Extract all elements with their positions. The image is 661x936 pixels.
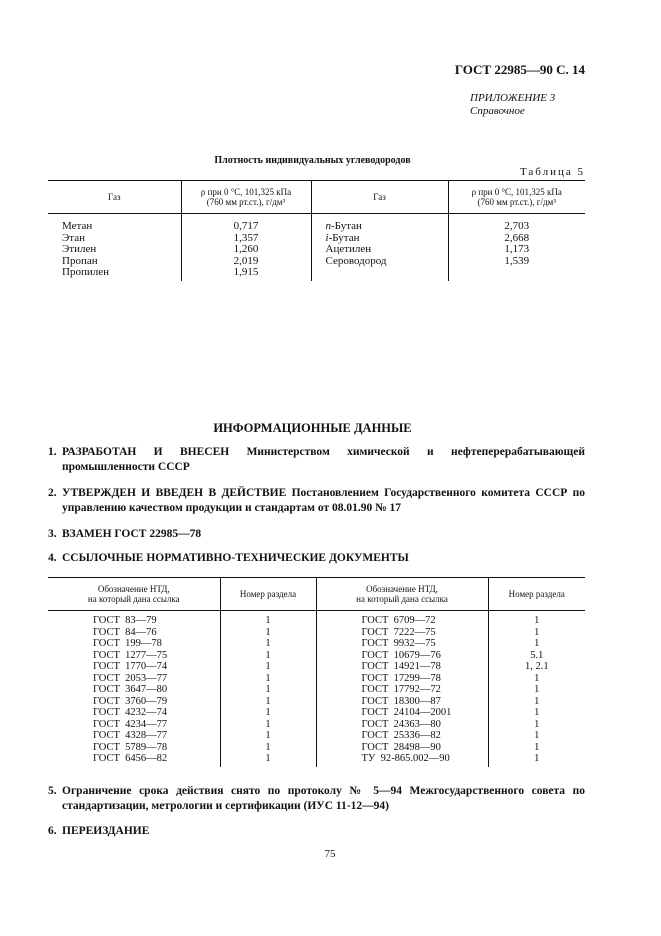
item-number: 6. (48, 825, 57, 837)
table-row (48, 730, 585, 742)
section-ref-2: 1 (488, 684, 585, 696)
doc-ref: ГОСТ 3760—79 (93, 695, 168, 707)
doc-ref: ГОСТ 4328—77 (93, 730, 168, 741)
section-ref-2: 1 (488, 707, 585, 719)
section-ref-2: 1 (488, 719, 585, 731)
section-ref: 1 (220, 627, 316, 639)
info-item-validity (48, 784, 585, 814)
gas-name: Пропан (62, 254, 98, 267)
table-row (48, 627, 585, 639)
item-bold: РАЗРАБОТАН И ВНЕСЕН (62, 446, 230, 458)
table-row (48, 650, 585, 662)
col-gas: Газ (48, 181, 181, 214)
doc-ref-2: ГОСТ 17299—78 (316, 673, 488, 685)
section-ref-2: 1 (488, 638, 585, 650)
section-ref: 1 (220, 753, 316, 767)
section-ref: 1 (220, 719, 316, 731)
gas-name: Этан (62, 231, 85, 244)
section-ref: 1 (220, 684, 316, 696)
doc-ref: ГОСТ 1770—74 (93, 661, 168, 672)
col-density-2-line2: (760 мм рт.ст.), г/дм³ (477, 197, 556, 207)
table-row (48, 742, 585, 754)
gas-name-2: n-Бутан (311, 214, 448, 233)
info-item-reissue (48, 824, 585, 839)
col-density-line2: (760 мм рт.ст.), г/дм³ (206, 197, 286, 207)
gas-name-2: Ацетилен (311, 244, 448, 256)
density-value-2: 2,668 (448, 233, 585, 245)
doc-ref-2: ГОСТ 14921—78 (316, 661, 488, 673)
doc-ref: ГОСТ 84—76 (93, 626, 157, 638)
doc-ref: ГОСТ 1277—75 (93, 649, 168, 661)
gas-name-2: Сероводород (311, 256, 448, 268)
gas-name-2: i-Бутан (311, 233, 448, 245)
section-ref-2: 1 (488, 673, 585, 685)
table-row (48, 673, 585, 685)
table5-title: Плотность индивидуальных углеводородов (214, 155, 411, 166)
gas-name: Пропилен (62, 266, 109, 278)
gas-name: Этилен (62, 243, 97, 255)
table-row (48, 256, 585, 268)
col-doc-2 (316, 578, 488, 611)
density-value: 0,717 (181, 214, 311, 233)
section-ref: 1 (220, 707, 316, 719)
gas-prefix: i (325, 231, 329, 244)
doc-ref: ГОСТ 199—78 (93, 638, 162, 649)
doc-ref: ГОСТ 4234—77 (93, 718, 168, 730)
density-table (48, 180, 585, 281)
section-ref: 1 (220, 696, 316, 708)
section-ref-2: 1, 2.1 (488, 661, 585, 673)
doc-ref-2: ГОСТ 7222—75 (316, 627, 488, 639)
table-row (48, 611, 585, 627)
col-section-2: Номер раздела (488, 578, 585, 611)
doc-ref: ГОСТ 4232—74 (93, 707, 168, 718)
item-number: 2. (48, 487, 57, 499)
section-ref: 1 (220, 611, 316, 627)
doc-ref-2: ТУ 92-865.002—90 (316, 753, 488, 767)
table-row (48, 696, 585, 708)
table-row (48, 684, 585, 696)
density-value: 1,260 (181, 244, 311, 256)
col-doc-2-line2: на который дана ссылка (356, 594, 448, 604)
item-number: 5. (48, 785, 57, 797)
doc-ref-2: ГОСТ 9932—75 (316, 638, 488, 650)
doc-ref-2: ГОСТ 18300—87 (316, 696, 488, 708)
table5-label: Таблица 5 (519, 166, 585, 178)
doc-ref-2: ГОСТ 28498—90 (316, 742, 488, 754)
item-number: 1. (48, 446, 57, 458)
density-table-header (48, 181, 585, 214)
table-row (48, 244, 585, 256)
doc-ref-2: ГОСТ 25336—82 (316, 730, 488, 742)
item-number: 3. (48, 528, 57, 540)
item-text: Министерством химической и нефтеперерабатывающей промышленности СССР (62, 446, 585, 473)
section-ref: 1 (220, 638, 316, 650)
doc-ref: ГОСТ 6456—82 (93, 753, 168, 764)
gas-name-2 (311, 267, 448, 281)
density-value-2: 1,173 (448, 244, 585, 256)
table-row (48, 719, 585, 731)
doc-ref: ГОСТ 83—79 (93, 615, 157, 626)
item-bold: ВЗАМЕН ГОСТ 22985—78 (62, 528, 202, 540)
section-ref-2: 1 (488, 730, 585, 742)
section-ref: 1 (220, 650, 316, 662)
col-gas-2: Газ (311, 181, 448, 214)
gas-prefix: n (325, 220, 331, 232)
table-row (48, 214, 585, 233)
col-density (181, 181, 311, 214)
item-bold: ПЕРЕИЗДАНИЕ (62, 825, 150, 837)
density-value: 2,019 (181, 256, 311, 268)
references-table (48, 577, 585, 767)
table-row (48, 661, 585, 673)
info-item-replaces (48, 527, 585, 542)
table-row (48, 267, 585, 281)
section-ref-2: 1 (488, 627, 585, 639)
density-value-2: 1,539 (448, 256, 585, 268)
section-ref: 1 (220, 661, 316, 673)
section-ref-2: 1 (488, 742, 585, 754)
section-ref-2: 5.1 (488, 650, 585, 662)
density-value: 1,915 (181, 267, 311, 281)
doc-ref-2: ГОСТ 17792—72 (316, 684, 488, 696)
info-item-developed (48, 445, 585, 475)
info-item-references (48, 551, 585, 566)
col-doc-2-line1: Обозначение НТД, (366, 584, 438, 594)
col-doc (48, 578, 220, 611)
density-value-2 (448, 267, 585, 281)
document-header: ГОСТ 22985—90 С. 14 (454, 62, 585, 77)
doc-ref-2: ГОСТ 24104—2001 (316, 707, 488, 719)
gas-name: Метан (62, 220, 93, 232)
item-bold: ССЫЛОЧНЫЕ НОРМАТИВНО-ТЕХНИЧЕСКИЕ ДОКУМЕНТЫ (62, 552, 409, 564)
col-doc-line2: на который дана ссылка (87, 594, 180, 604)
table-row (48, 707, 585, 719)
item-bold: УТВЕРЖДЕН И ВВЕДЕН В ДЕЙСТВИЕ (62, 487, 287, 499)
item-text: Постановлением Государственного комитета СССР по управлению качеством продукции и стандартам от 08.01.90 № 17 (62, 487, 585, 514)
references-table-header (48, 578, 585, 611)
col-section: Номер раздела (220, 578, 316, 611)
section-ref-2: 1 (488, 611, 585, 627)
appendix-type: Справочное (470, 105, 525, 117)
col-density-line1: ρ при 0 °С, 101,325 кПа (200, 187, 292, 197)
page-number: 75 (324, 848, 336, 860)
item-number: 4. (48, 552, 57, 564)
section-ref: 1 (220, 742, 316, 754)
doc-ref: ГОСТ 5789—78 (93, 741, 168, 753)
col-density-2-line1: ρ при 0 °С, 101,325 кПа (471, 187, 562, 197)
doc-ref: ГОСТ 2053—77 (93, 672, 168, 684)
section-ref-2: 1 (488, 753, 585, 767)
table-row (48, 638, 585, 650)
section-ref: 1 (220, 730, 316, 742)
density-value-2: 2,703 (448, 214, 585, 233)
col-doc-line1: Обозначение НТД, (97, 584, 170, 594)
section-ref-2: 1 (488, 696, 585, 708)
table-row (48, 753, 585, 767)
density-value: 1,357 (181, 233, 311, 245)
doc-ref-2: ГОСТ 10679—76 (316, 650, 488, 662)
info-item-approved (48, 486, 585, 516)
section-ref: 1 (220, 673, 316, 685)
appendix-title: ПРИЛОЖЕНИЕ 3 (470, 92, 556, 104)
info-heading: ИНФОРМАЦИОННЫЕ ДАННЫЕ (213, 421, 412, 435)
doc-ref: ГОСТ 3647—80 (93, 684, 168, 695)
item-text: Ограничение срока действия снято по протоколу № 5—94 Межгосударственного совета по стандартизации, метрологии и сертификации (ИУС 11-12—94) (62, 785, 585, 812)
doc-ref-2: ГОСТ 6709—72 (316, 611, 488, 627)
col-density-2 (448, 181, 585, 214)
doc-ref-2: ГОСТ 24363—80 (316, 719, 488, 731)
